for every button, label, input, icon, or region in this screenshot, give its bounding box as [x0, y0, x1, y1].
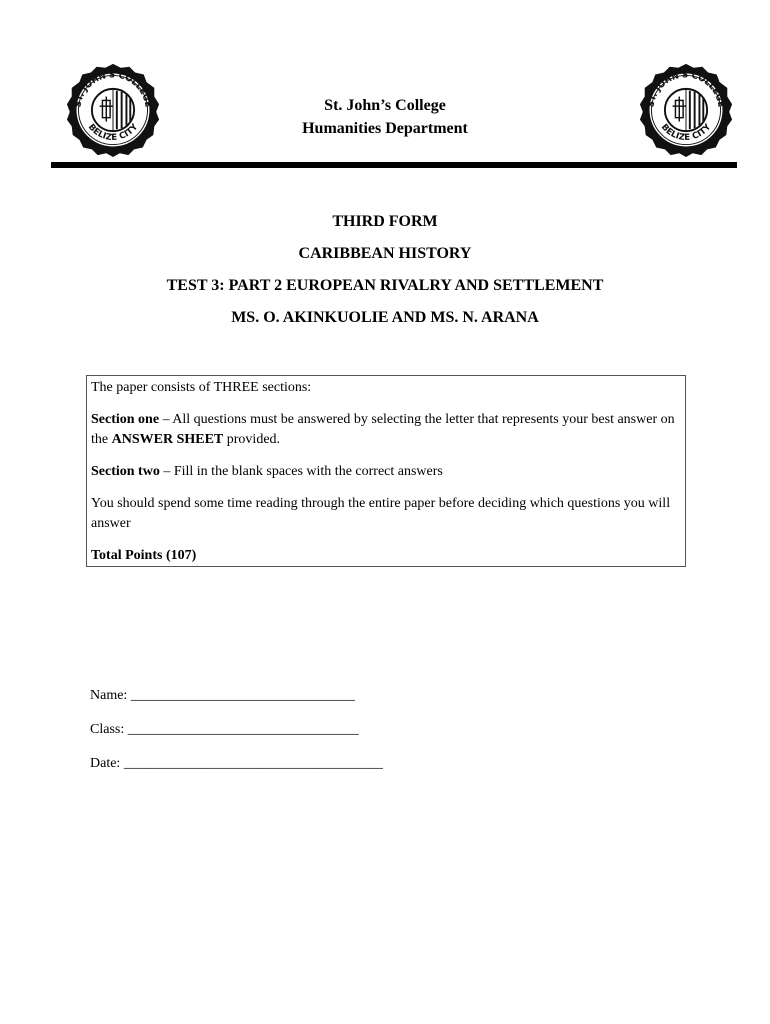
title-block	[0, 210, 770, 338]
section-one-instruction	[91, 410, 681, 450]
svg-text:BELIZE CITY: BELIZE CITY	[658, 122, 714, 144]
section-two-label: Section two	[91, 464, 160, 479]
school-header	[0, 94, 770, 140]
instructions-box	[86, 375, 686, 567]
teachers-title: MS. O. AKINKUOLIE AND MS. N. ARANA	[231, 309, 539, 326]
svg-text:ST. JOHN'S COLLEGE: ST. JOHN'S COLLEGE	[646, 70, 726, 109]
section-one-text-a: – All questions must be answered by selecting the letter that represents your best answer on the	[91, 412, 675, 447]
school-name: St. John’s College	[324, 97, 446, 114]
section-one-text-b: provided.	[223, 432, 281, 447]
class-field: Class: _________________________________	[90, 722, 359, 737]
instructions-intro: The paper consists of THREE sections:	[91, 380, 312, 395]
section-one-label: Section one	[91, 412, 160, 427]
section-two-instruction	[91, 462, 681, 482]
student-fields	[90, 686, 383, 788]
department-name: Humanities Department	[302, 120, 468, 137]
form-title: THIRD FORM	[332, 213, 438, 230]
date-field: Date: _____________________________________	[90, 756, 383, 771]
svg-text:ST. JOHN'S COLLEGE: ST. JOHN'S COLLEGE	[73, 70, 153, 109]
total-points	[91, 546, 681, 566]
answer-sheet-label: ANSWER SHEET	[111, 432, 224, 447]
reading-advice: You should spend some time reading through the entire paper before deciding which questions you will answer	[91, 496, 671, 531]
svg-text:BELIZE CITY: BELIZE CITY	[85, 122, 141, 144]
section-two-text: – Fill in the blank spaces with the correct answers	[159, 464, 443, 479]
name-field: Name: ________________________________	[90, 688, 355, 703]
total-points-text: Total Points (107)	[91, 548, 197, 563]
header-divider	[51, 162, 737, 168]
subject-title: CARIBBEAN HISTORY	[298, 245, 472, 262]
test-title: TEST 3: PART 2 EUROPEAN RIVALRY AND SETTLEMENT	[166, 277, 604, 294]
